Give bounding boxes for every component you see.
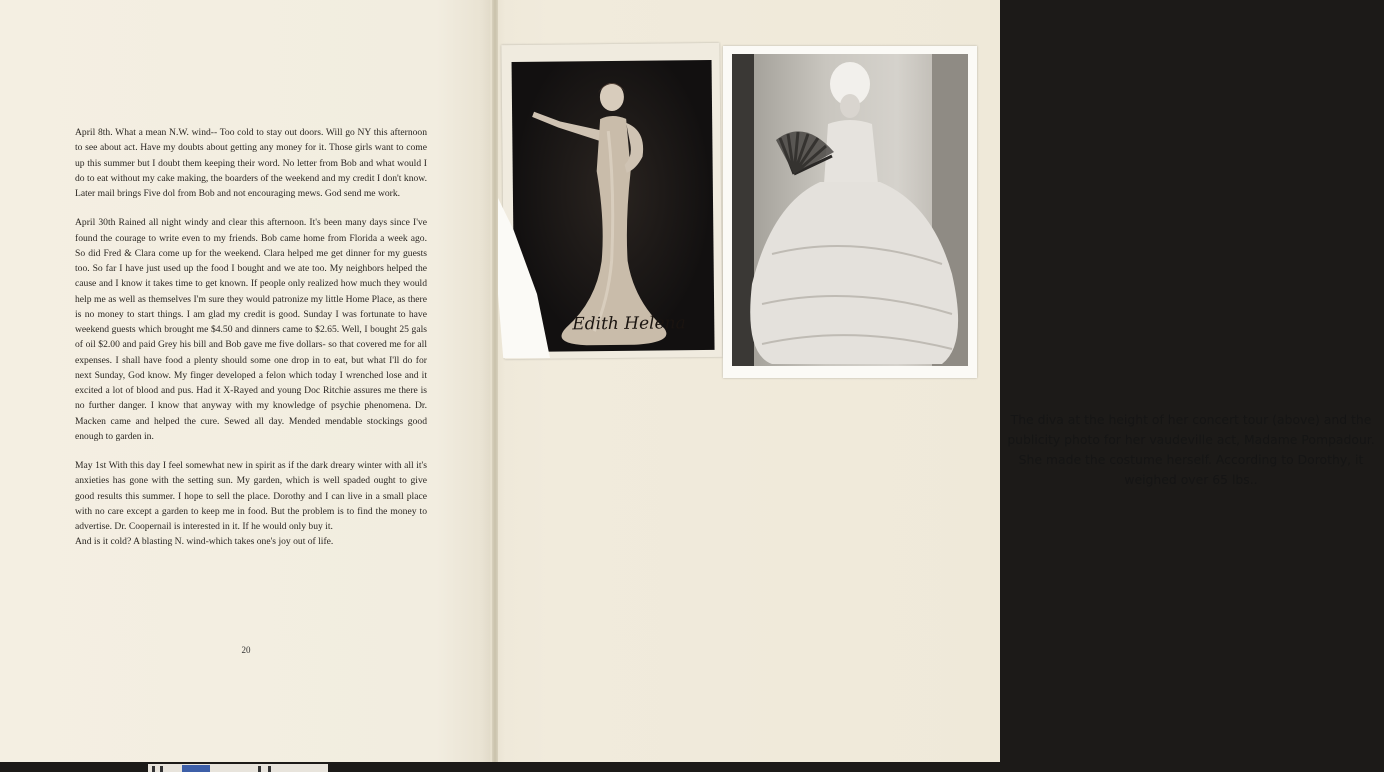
entry-text: What a mean N.W. wind-- Too cold to stay out doors. Will go NY this afternoon to see about act. Have my doubts about getting any money for it. Those girls want to come up this summer but I doubt them keeping their word. No letter from Bob and what would I do to eat without my cake making, the boarders of the weekend and my credit I don't know. Later mail brings Five dol from Bob and not encouraging mews. God send me work. <box>75 127 428 199</box>
diva-figure-illustration <box>512 60 715 352</box>
portrait-image <box>512 60 715 352</box>
pompadour-costume-illustration <box>732 54 968 366</box>
page-number: 20 <box>241 645 251 655</box>
publicity-photo <box>723 46 977 378</box>
portrait-image <box>732 54 968 366</box>
book-spine <box>492 0 498 762</box>
diary-entry <box>75 125 427 201</box>
entry-closing-line: And is it cold? A blasting N. wind-which takes one's joy out of life. <box>75 536 334 548</box>
diary-entry <box>75 458 427 550</box>
scan-edge-strip <box>148 764 328 772</box>
entry-text: Rained all night windy and clear this afternoon. It's been many days since I've found the courage to write even to my friends. Bob came home from Florida a week ago. So did Fred & Clara come up for the weekend. Clara helped me get dinner for my guests too. So far I have just used up the food I bought and we ate too. My neighbors helped the cause and I know it takes time to get known. If people only realized how much they would help me as well as themselves I'm sure they would patronize my little Home Place, as there is no money to start things. I am glad my credit is good. Sunday I was fortunate to have weekend guests which brought me $4.50 and dinners came to $2.65. Well, I bought 25 gals of oil $2.00 and paid Grey his bill and Bob gave me five dollars- so that covered me for all expenses. I shall have food a plenty should some one drop in to eat, but what I'll do for next Sunday, God know. My finger developed a felon which today I wrenched lose and it excited a lot of blood and pus. Had it X-Rayed and young Doc Ritchie assures me there is no further danger. I know that anyway with my knowledge of psychie phenomena. Dr. Macken came and helped the cure. Sewed all day. Mended mendable stockings good enough to garden in. <box>75 217 427 442</box>
entry-date: April 30th <box>75 217 116 229</box>
photo-caption: The diva at the height of her concert tour (above) and the publicity photo for her vaudeville act, Madame Pompadour. She made the costume herself. According to Dorothy, it weighed over 65 lbs.. <box>1007 412 1375 487</box>
entry-date: May 1st <box>75 460 107 471</box>
diary-entry <box>75 215 427 444</box>
diary-text <box>75 125 427 564</box>
left-page <box>0 0 496 762</box>
entry-date: April 8th. <box>75 127 113 138</box>
signature-text: Edith Helena <box>572 313 686 335</box>
entry-text: With this day I feel somewhat new in spirit as if the dark dreary winter with all it's anxieties has gone with the setting sun. My garden, which is well spaded ought to give good results this summer. I hope to sell the place. Dorothy and I can live in a small place with no care except a garden to keep me in food. But the problem is to find the money to advertise. Dr. Coopernail is interested in it. If he would only buy it. <box>75 460 427 532</box>
